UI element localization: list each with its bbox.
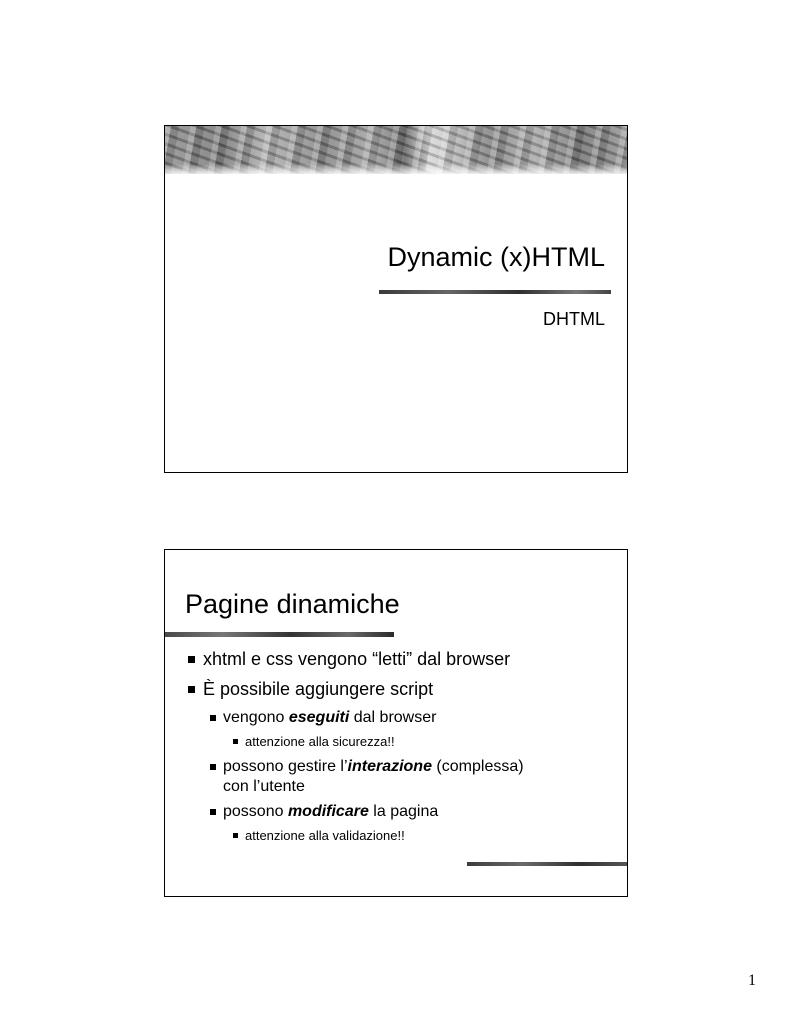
bullet-square-icon bbox=[210, 764, 216, 770]
bullet-square-icon bbox=[188, 656, 195, 663]
sub-bullet-item bbox=[165, 757, 627, 797]
bullet-text-pre: possono bbox=[223, 803, 288, 820]
sub-bullet-item bbox=[165, 802, 627, 822]
header-banner-image bbox=[165, 126, 627, 174]
slide-2-title: Pagine dinamiche bbox=[185, 589, 400, 619]
bullet-text-continuation: con l’utente bbox=[223, 778, 305, 795]
bullet-text: attenzione alla sicurezza!! bbox=[245, 734, 395, 749]
slide-2-footer-rule bbox=[467, 862, 627, 866]
slide-2-title-rule bbox=[165, 632, 394, 637]
slide-1-title: Dynamic (x)HTML bbox=[387, 242, 605, 272]
slide-1 bbox=[164, 125, 628, 473]
bullet-square-icon bbox=[188, 686, 195, 693]
slide-1-subtitle: DHTML bbox=[543, 309, 605, 329]
bullet-text-pre: vengono bbox=[223, 709, 289, 726]
bullet-text: xhtml e css vengono “letti” dal browser bbox=[203, 649, 511, 669]
sub-sub-bullet-item bbox=[165, 733, 627, 751]
bullet-text-post: dal browser bbox=[349, 709, 437, 726]
bullet-text-post: la pagina bbox=[368, 803, 439, 820]
slide-1-title-rule bbox=[379, 290, 611, 294]
bullet-item bbox=[165, 678, 627, 700]
bullet-square-icon bbox=[210, 809, 216, 815]
bullet-text-emphasis: modificare bbox=[287, 803, 369, 820]
bullet-square-icon bbox=[233, 833, 238, 838]
bullet-text-emphasis: eseguiti bbox=[288, 709, 350, 726]
bullet-text: attenzione alla validazione!! bbox=[245, 828, 405, 843]
page-number: 1 bbox=[748, 972, 756, 989]
bullet-list bbox=[165, 648, 627, 851]
bullet-text-pre: possono gestire l’ bbox=[223, 758, 348, 775]
bullet-text-emphasis: interazione bbox=[347, 758, 432, 775]
bullet-text-post: (complessa) bbox=[431, 758, 524, 775]
slide-2 bbox=[164, 549, 628, 897]
sub-bullet-item bbox=[165, 708, 627, 728]
sub-sub-bullet-item bbox=[165, 827, 627, 845]
bullet-item bbox=[165, 648, 627, 670]
bullet-square-icon bbox=[233, 739, 238, 744]
bullet-text: È possibile aggiungere script bbox=[203, 679, 434, 699]
bullet-square-icon bbox=[210, 715, 216, 721]
